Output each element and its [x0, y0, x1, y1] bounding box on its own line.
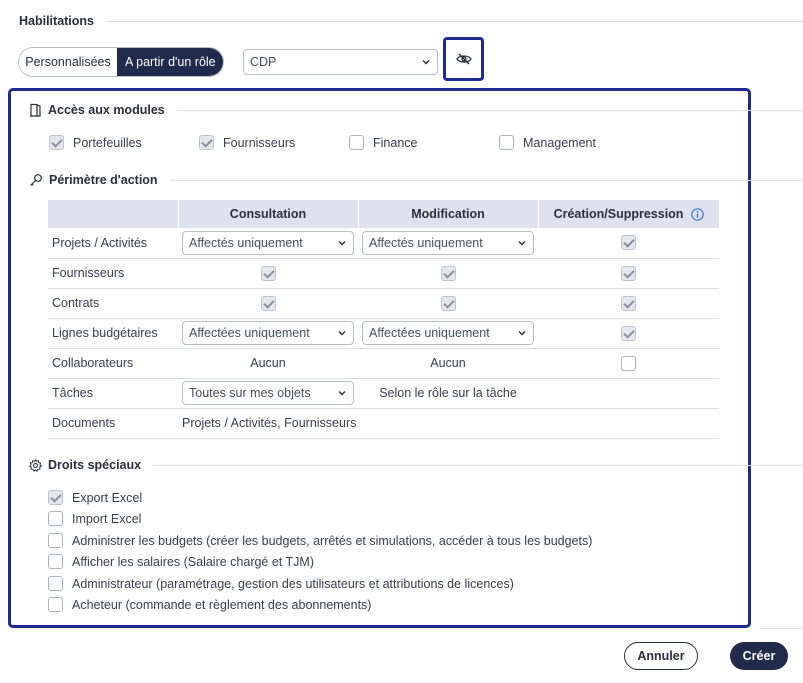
contrats-modification-checkbox[interactable] [441, 296, 456, 311]
admin-budgets-checkbox[interactable] [48, 533, 63, 548]
special-section-header [29, 456, 803, 474]
special-divider [153, 465, 803, 466]
module-portefeuilles-label: Portefeuilles [73, 135, 142, 150]
fournisseurs-creation-checkbox[interactable] [621, 266, 636, 281]
collaborateurs-modification-value: Aucun [358, 348, 538, 378]
row-name: Contrats [48, 288, 178, 318]
module-fournisseurs-label: Fournisseurs [223, 135, 296, 150]
taches-modification-value: Selon le rôle sur la tâche [358, 378, 538, 408]
key-icon [29, 173, 43, 187]
import-excel-label: Import Excel [72, 511, 142, 526]
salaries-checkbox[interactable] [48, 554, 63, 569]
role-select-value: CDP [250, 55, 277, 69]
module-fournisseurs[interactable] [199, 135, 295, 150]
chevron-down-icon [337, 238, 347, 248]
gear-icon [29, 459, 42, 472]
admin-budgets-label: Administrer les budgets (créer les budgets, arrêtés et simulations, accéder à tous les budgets) [72, 533, 593, 548]
select-value: Affectées uniquement [189, 326, 310, 340]
module-management[interactable] [499, 135, 596, 150]
projets-modification-select[interactable] [362, 231, 534, 255]
module-management-checkbox[interactable] [499, 135, 514, 150]
perimeter-section-header [29, 171, 803, 189]
module-fournisseurs-checkbox[interactable] [199, 135, 214, 150]
collaborateurs-creation-checkbox[interactable] [621, 356, 636, 371]
contrats-consultation-checkbox[interactable] [261, 296, 276, 311]
row-name: Fournisseurs [48, 258, 178, 288]
taches-consultation-select[interactable] [182, 381, 354, 405]
column-header-modification: Modification [358, 200, 538, 228]
door-icon [29, 103, 42, 117]
administrator-checkbox[interactable] [48, 576, 63, 591]
fournisseurs-modification-checkbox[interactable] [441, 266, 456, 281]
mode-custom-option[interactable]: Personnalisées [19, 48, 117, 76]
collaborateurs-consultation-value: Aucun [178, 348, 358, 378]
module-finance-checkbox[interactable] [349, 135, 364, 150]
administrator-label: Administrateur (paramétrage, gestion des utilisateurs et attributions de licences) [72, 576, 514, 591]
export-excel-checkbox[interactable] [48, 490, 63, 505]
cancel-button[interactable]: Annuler [624, 642, 698, 670]
buyer-checkbox[interactable] [48, 597, 63, 612]
table-row [48, 348, 719, 378]
special-buyer[interactable] [48, 597, 371, 612]
modules-section-header [29, 101, 803, 119]
special-administrator[interactable] [48, 576, 514, 591]
chevron-down-icon [517, 238, 527, 248]
mode-toggle [18, 47, 224, 77]
buyer-label: Acheteur (commande et règlement des abonnements) [72, 597, 372, 612]
row-name: Collaborateurs [48, 348, 178, 378]
table-row [48, 258, 719, 288]
row-name: Lignes budgétaires [48, 318, 178, 348]
footer-divider [760, 628, 803, 629]
chevron-down-icon [421, 57, 431, 67]
row-name: Documents [48, 408, 178, 438]
table-row [48, 378, 719, 408]
table-row [48, 408, 719, 438]
module-portefeuilles[interactable] [49, 135, 142, 150]
row-name: Projets / Activités [48, 228, 178, 258]
header-divider [106, 21, 803, 22]
eye-off-icon [456, 53, 472, 65]
row-name: Tâches [48, 378, 178, 408]
table-row [48, 318, 719, 348]
projets-consultation-select[interactable] [182, 231, 354, 255]
select-value: Affectés uniquement [189, 235, 303, 250]
fournisseurs-consultation-checkbox[interactable] [261, 266, 276, 281]
modules-divider [177, 110, 803, 111]
table-row [48, 228, 719, 258]
import-excel-checkbox[interactable] [48, 511, 63, 526]
module-management-label: Management [523, 135, 596, 150]
export-excel-label: Export Excel [72, 490, 143, 505]
habilitations-header [19, 12, 803, 30]
chevron-down-icon [337, 388, 347, 398]
column-header-creation [538, 200, 719, 228]
perimeter-divider [170, 180, 803, 181]
lignes-consultation-select[interactable] [182, 321, 354, 345]
chevron-down-icon [337, 328, 347, 338]
select-value: Affectées uniquement [369, 326, 490, 340]
module-portefeuilles-checkbox[interactable] [49, 135, 64, 150]
module-finance-label: Finance [373, 135, 418, 150]
table-row [48, 288, 719, 318]
mode-role-option[interactable]: A partir d'un rôle [117, 48, 224, 76]
column-header-creation-label: Création/Suppression [553, 206, 684, 221]
contrats-creation-checkbox[interactable] [621, 296, 636, 311]
role-select[interactable] [243, 49, 438, 75]
lignes-modification-select[interactable] [362, 321, 534, 345]
documents-consultation-value: Projets / Activités, Fournisseurs [178, 408, 719, 438]
lignes-creation-checkbox[interactable] [621, 326, 636, 341]
column-header-consultation: Consultation [178, 200, 358, 228]
modules-title: Accès aux modules [48, 103, 165, 117]
special-export-excel[interactable] [48, 490, 142, 505]
module-finance[interactable] [349, 135, 417, 150]
visibility-toggle-button[interactable] [443, 37, 484, 81]
info-icon[interactable] [691, 208, 704, 221]
create-button[interactable]: Créer [730, 642, 788, 670]
taches-creation-empty [538, 378, 719, 408]
special-import-excel[interactable] [48, 511, 141, 526]
select-value: Affectés uniquement [369, 235, 483, 250]
perimeter-title: Périmètre d'action [49, 173, 158, 187]
perimeter-table-header [48, 200, 719, 228]
special-title: Droits spéciaux [48, 458, 142, 472]
column-header-empty [48, 200, 178, 228]
salaries-label: Afficher les salaires (Salaire chargé et TJM) [72, 554, 314, 569]
special-salaries[interactable] [48, 554, 314, 569]
projets-creation-checkbox[interactable] [621, 235, 636, 250]
page-title: Habilitations [19, 14, 95, 28]
special-admin-budgets[interactable] [48, 533, 592, 548]
perimeter-table [48, 200, 719, 439]
chevron-down-icon [517, 328, 527, 338]
select-value: Toutes sur mes objets [189, 386, 311, 400]
